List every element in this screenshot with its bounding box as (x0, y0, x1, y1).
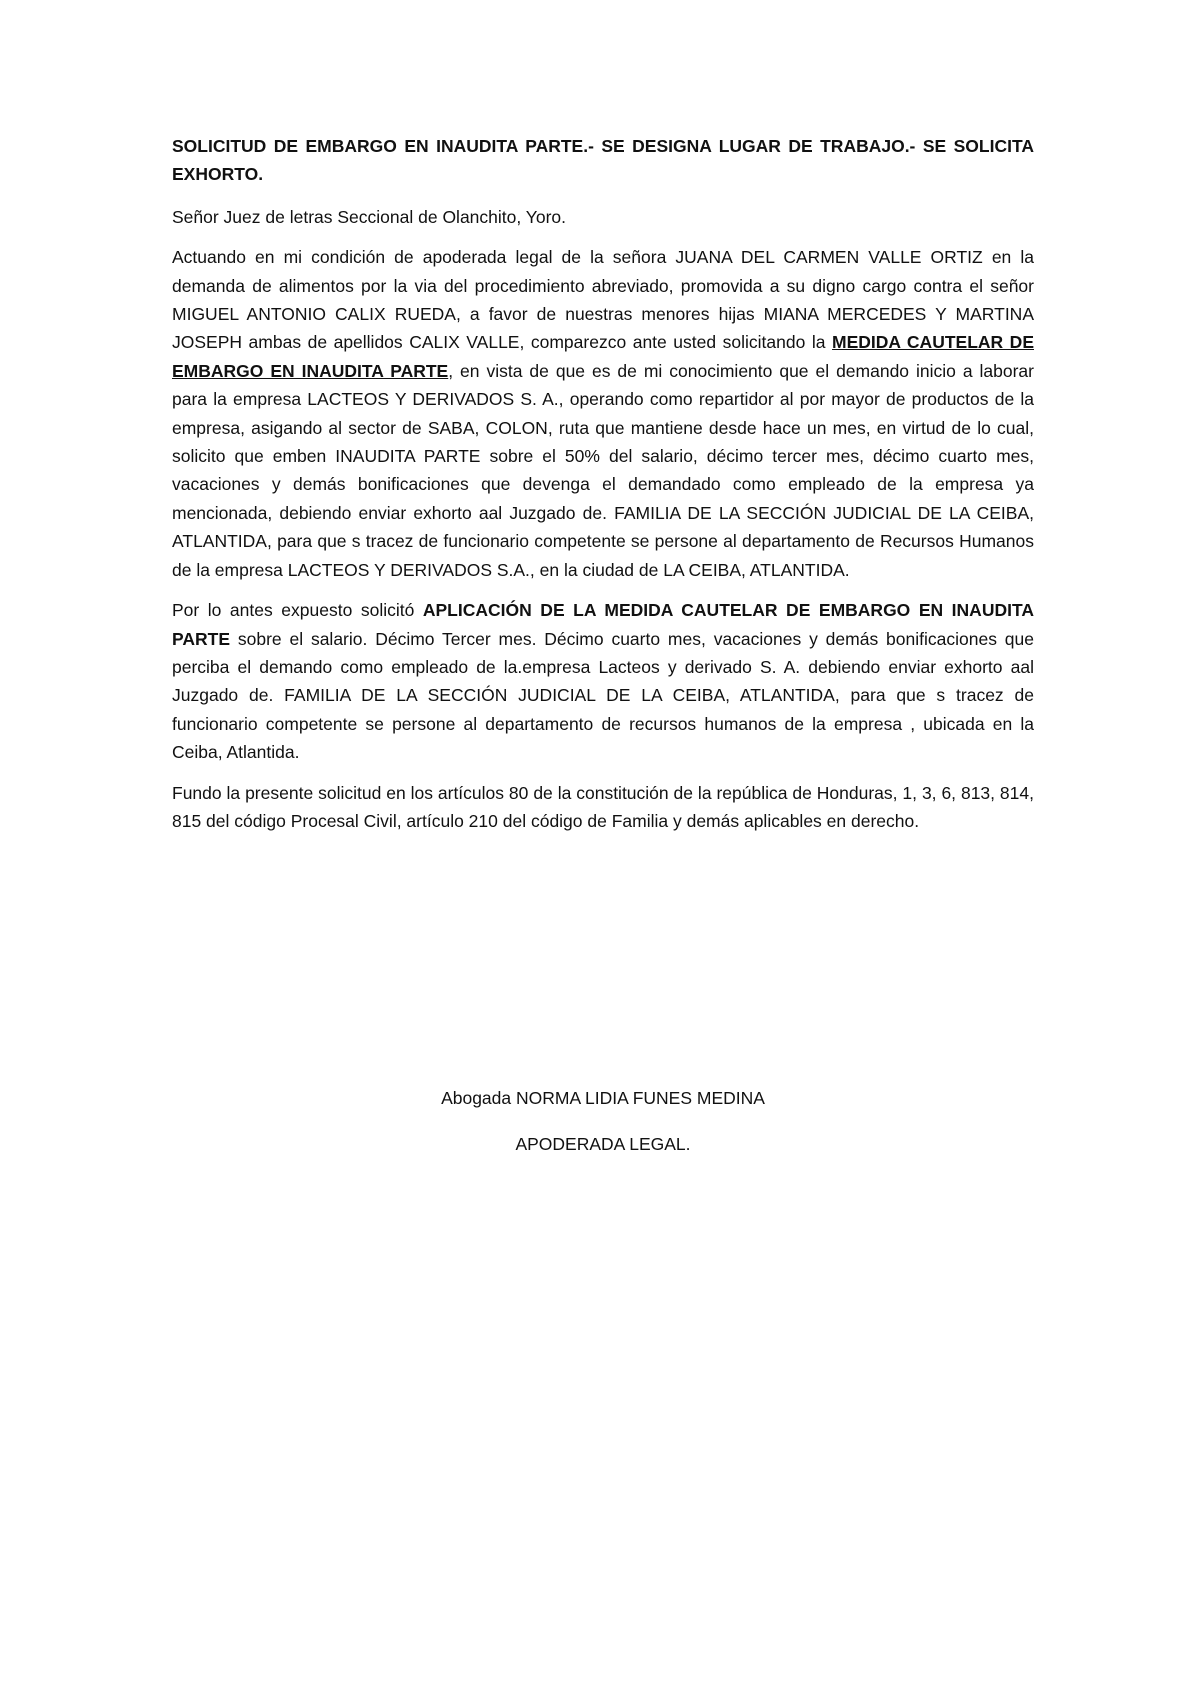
paragraph-petition-text-start: Actuando en mi condición de apoderada legal de la señora JUANA DEL CARMEN VALLE ORTIZ en la demanda de alimentos por la via del procedimiento abreviado, promovida a su digno cargo contra el señor MIGUEL ANTONIO CALIX RUEDA, a favor de nuestras menores hijas MIANA MERCEDES Y MARTINA JOSEPH ambas de apellidos CALIX VALLE, comparezco ante usted solicitando la (172, 247, 1034, 353)
paragraph-petition-text-end: , en vista de que es de mi conocimiento que el demando inicio a laborar para la empresa LACTEOS Y DERIVADOS S. A., operando como repartidor al por mayor de productos de la empresa, asigando al sector de SABA, COLON, ruta que mantiene desde hace un mes, en virtud de lo cual, solicito que emben INAUDITA PARTE sobre el 50% del salario, décimo tercer mes, décimo cuarto mes, vacaciones y demás bonificaciones que devenga el demandado como empleado de la empresa ya mencionada, debiendo enviar exhorto aal Juzgado de. FAMILIA DE LA SECCIÓN JUDICIAL DE LA CEIBA, ATLANTIDA, para que s tracez de funcionario competente se persone al departamento de Recursos Humanos de la empresa LACTEOS Y DERIVADOS S.A., en la ciudad de LA CEIBA, ATLANTIDA. (172, 360, 1034, 580)
paragraph-request-emphasis: APLICACIÓN DE LA MEDIDA CAUTELAR DE EMBARGO EN INAUDITA PARTE (172, 600, 1034, 649)
document-title: SOLICITUD DE EMBARGO EN INAUDITA PARTE.- SE DESIGNA LUGAR DE TRABAJO.- SE SOLICITA EXHORTO. (172, 136, 1034, 185)
signature-name: Abogada NORMA LIDIA FUNES MEDINA (441, 1088, 765, 1108)
paragraph-request-text-end: sobre el salario. Décimo Tercer mes. Décimo cuarto mes, vacaciones y demás bonificaciones que perciba el demando como empleado de la.empresa Lacteos y derivado S. A. debiendo enviar exhorto aal Juzgado de. FAMILIA DE LA SECCIÓN JUDICIAL DE LA CEIBA, ATLANTIDA, para que s tracez de funcionario competente se persone al departamento de recursos humanos de la empresa , ubicada en la Ceiba, Atlantida. (172, 628, 1034, 763)
signature-role: APODERADA LEGAL. (515, 1134, 691, 1154)
paragraph-request (172, 596, 1034, 766)
paragraph-legal-basis: Fundo la presente solicitud en los artículos 80 de la constitución de la república de Honduras, 1, 3, 6, 813, 814, 815 del código Procesal Civil, artículo 210 del código de Familia y demás aplicables en derecho. (172, 782, 1034, 831)
greeting-line: Señor Juez de letras Seccional de Olanchito, Yoro. (172, 206, 566, 227)
paragraph-petition (172, 243, 1034, 584)
document-body (172, 132, 1034, 847)
paragraph-petition-emphasis: MEDIDA CAUTELAR DE EMBARGO EN INAUDITA PARTE (172, 332, 1034, 381)
paragraph-request-text-start: Por lo antes expuesto solicitó (172, 600, 423, 621)
